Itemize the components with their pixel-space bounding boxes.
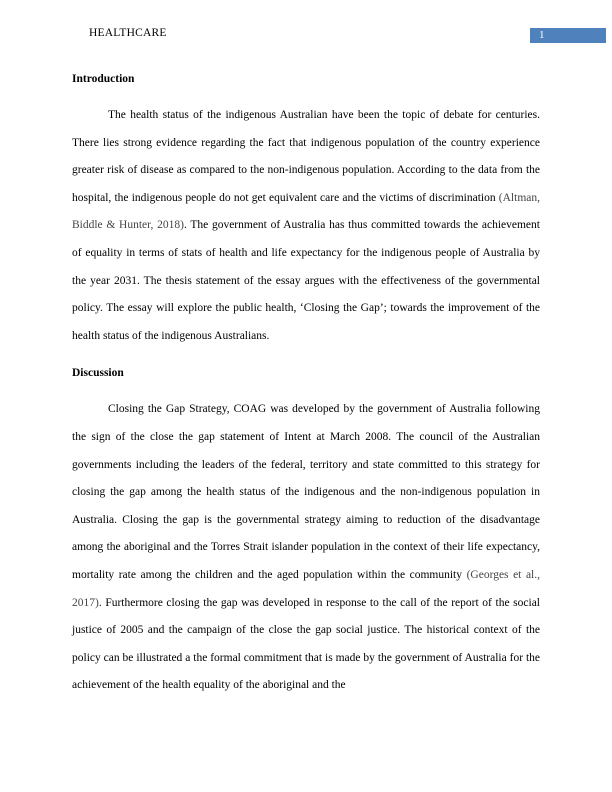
- page-number: 1: [539, 29, 545, 41]
- introduction-paragraph: [72, 102, 540, 350]
- introduction-text-end: . The government of Australia has thus committed towards the achievement of equality in terms of stats of health and life expectancy for the indigenous people of Australia by the year 2031. The thesis statement of the essay argues with the effectiveness of the governmental policy. The essay will explore the public health, ‘Closing the Gap’; towards the improvement of the health status of the indigenous Australians.: [72, 219, 540, 342]
- page-header: [0, 0, 612, 60]
- discussion-paragraph: [72, 396, 540, 700]
- discussion-text-end: . Furthermore closing the gap was developed in response to the call of the report of the social justice of 2005 and the campaign of the close the gap social justice. The historical context of the policy can be illustrated a the formal commitment that is made by the government of Australia for the achievement of the health equality of the aboriginal and the: [72, 596, 540, 692]
- discussion-heading: Discussion: [72, 367, 124, 380]
- introduction-heading: Introduction: [72, 73, 135, 85]
- page-number-box: [530, 28, 606, 43]
- introduction-text-start: The health status of the indigenous Australian have been the topic of debate for centuries. There lies strong evidence regarding the fact that indigenous population of the country experience greater risk of disease as compared to the non-indigenous population. According to the data from the hospital, the indigenous people do not get equivalent care and the victims of discrimination: [72, 109, 540, 204]
- discussion-text-start: Closing the Gap Strategy, COAG was developed by the government of Australia following the sign of the close the gap statement of Intent at March 2008. The council of the Australian governments including the leaders of the federal, territory and state committed to this strategy for closing the gap among the health status of the indigenous and the non-indigenous population in Australia. Closing the gap is the governmental strategy aiming to reduction of the disadvantage among the aboriginal and the Torres Strait islander population in the context of their life expectancy, mortality rate among the children and the aged population within the community: [72, 403, 540, 581]
- introduction-citation: (Altman, Biddle & Hunter, 2018): [72, 191, 540, 232]
- document-body: [72, 64, 540, 700]
- discussion-citation: (Georges et al., 2017): [72, 568, 540, 609]
- running-head: HEALTHCARE: [89, 27, 167, 39]
